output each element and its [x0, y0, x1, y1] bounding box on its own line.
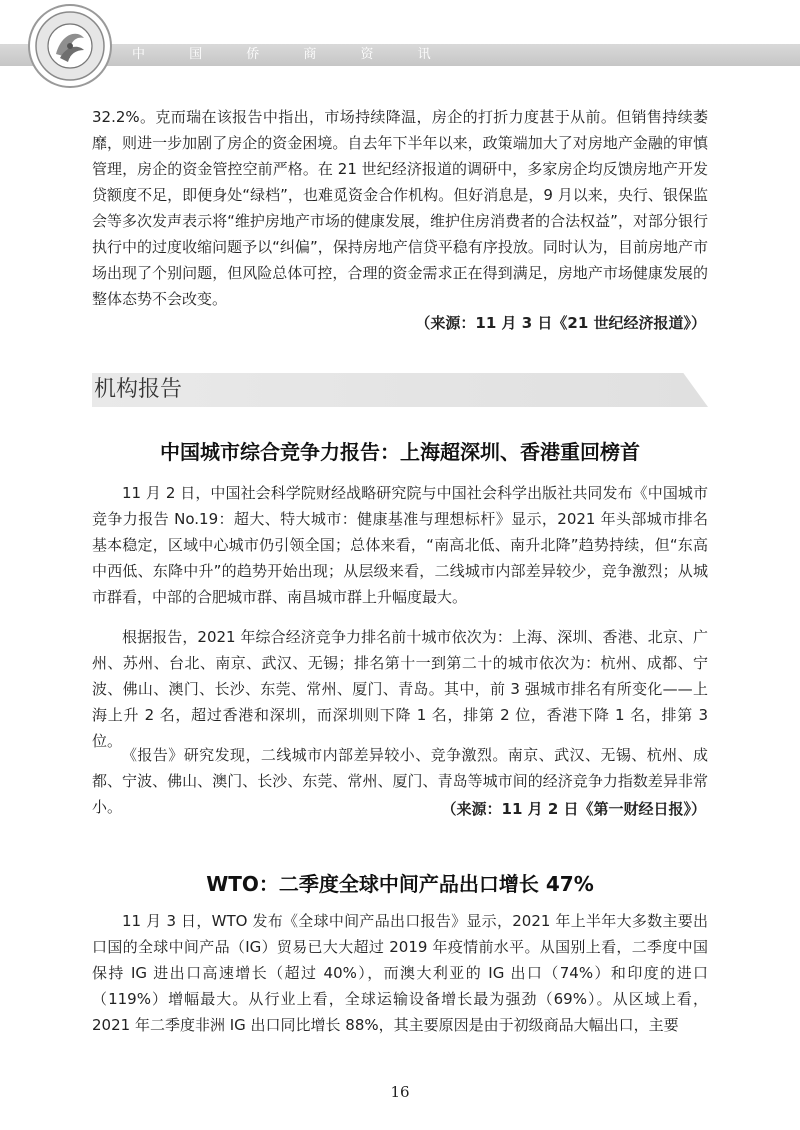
section-title: 机构报告: [94, 377, 183, 402]
article-1-source: （来源：11 月 2 日《第一财经日报》）: [441, 800, 706, 818]
article-1-headline: 中国城市综合竞争力报告：上海超深圳、香港重回榜首: [160, 440, 640, 464]
page-number: 16: [390, 1083, 410, 1101]
article-1-paragraph-1: 11 月 2 日，中国社会科学院财经战略研究院与中国社会科学出版社共同发布《中国城市竞争力报告 No.19：超大、特大城市：健康基准与理想标杆》显示，2021 年头部城市排名基本稳定，区域中心城市仍引领全国；总体来看，“南高北低、南升北降”趋势持续，但“东高中西低、东降中升”的趋势开始出现；从层级来看，二线城市内部差异较少，竞争激烈；从城市群看，中部的合肥城市群、南昌城市群上升幅度最大。: [92, 484, 708, 606]
intro-paragraph: 32.2%。克而瑞在该报告中指出，市场持续降温，房企的打折力度甚于从前。但销售持续萎靡，则进一步加剧了房企的资金困境。自去年下半年以来，政策端加大了对房地产金融的审慎管理，房企的资金管控空前严格。在 21 世纪经济报道的调研中，多家房企均反馈房地产开发贷额度不足，即便身处“绿档”，也难觅资金合作机构。但好消息是，9 月以来，央行、银保监会等多次发声表示将“维护房地产市场的健康发展，维护住房消费者的合法权益”，对部分银行执行中的过度收缩问题予以“纠偏”，保持房地产信贷平稳有序投放。同时认为，目前房地产市场出现了个别问题，但风险总体可控，合理的资金需求正在得到满足，房地产市场健康发展的整体态势不会改变。: [92, 108, 708, 308]
article-2-headline: WTO：二季度全球中间产品出口增长 47%: [206, 872, 594, 896]
logo-icon: [26, 2, 114, 90]
header-title: 中 国 侨 商 资 讯: [132, 47, 451, 62]
section-bar: [92, 373, 708, 407]
article-1-paragraph-2: 根据报告，2021 年综合经济竞争力排名前十城市依次为：上海、深圳、香港、北京、广州、苏州、台北、南京、武汉、无锡；排名第十一到第二十的城市依次为：杭州、成都、宁波、佛山、澳门、长沙、东莞、常州、厦门、青岛。其中，前 3 强城市排名有所变化——上海上升 2 名，超过香港和深圳，而深圳则下降 1 名，排第 2 位，香港下降 1 名，排第 3 位。: [92, 628, 708, 750]
intro-source: （来源：11 月 3 日《21 世纪经济报道》）: [415, 314, 706, 332]
article-1-paragraph-3: 《报告》研究发现，二线城市内部差异较小、竞争激烈。南京、武汉、无锡、杭州、成都、宁波、佛山、澳门、长沙、东莞、常州、厦门、青岛等城市间的经济竞争力指数差异非常小。: [92, 746, 708, 816]
article-2-paragraph: 11 月 3 日，WTO 发布《全球中间产品出口报告》显示，2021 年上半年大多数主要出口国的全球中间产品（IG）贸易已大大超过 2019 年疫情前水平。从国别上看，二季度中国保持 IG 进出口高速增长（超过 40%），而澳大利亚的 IG 出口（74%）和印度的进口（119%）增幅最大。从行业上看，全球运输设备增长最为强劲（69%）。从区域上看，2021 年二季度非洲 IG 出口同比增长 88%，其主要原因是由于初级商品大幅出口，主要: [92, 912, 708, 1034]
